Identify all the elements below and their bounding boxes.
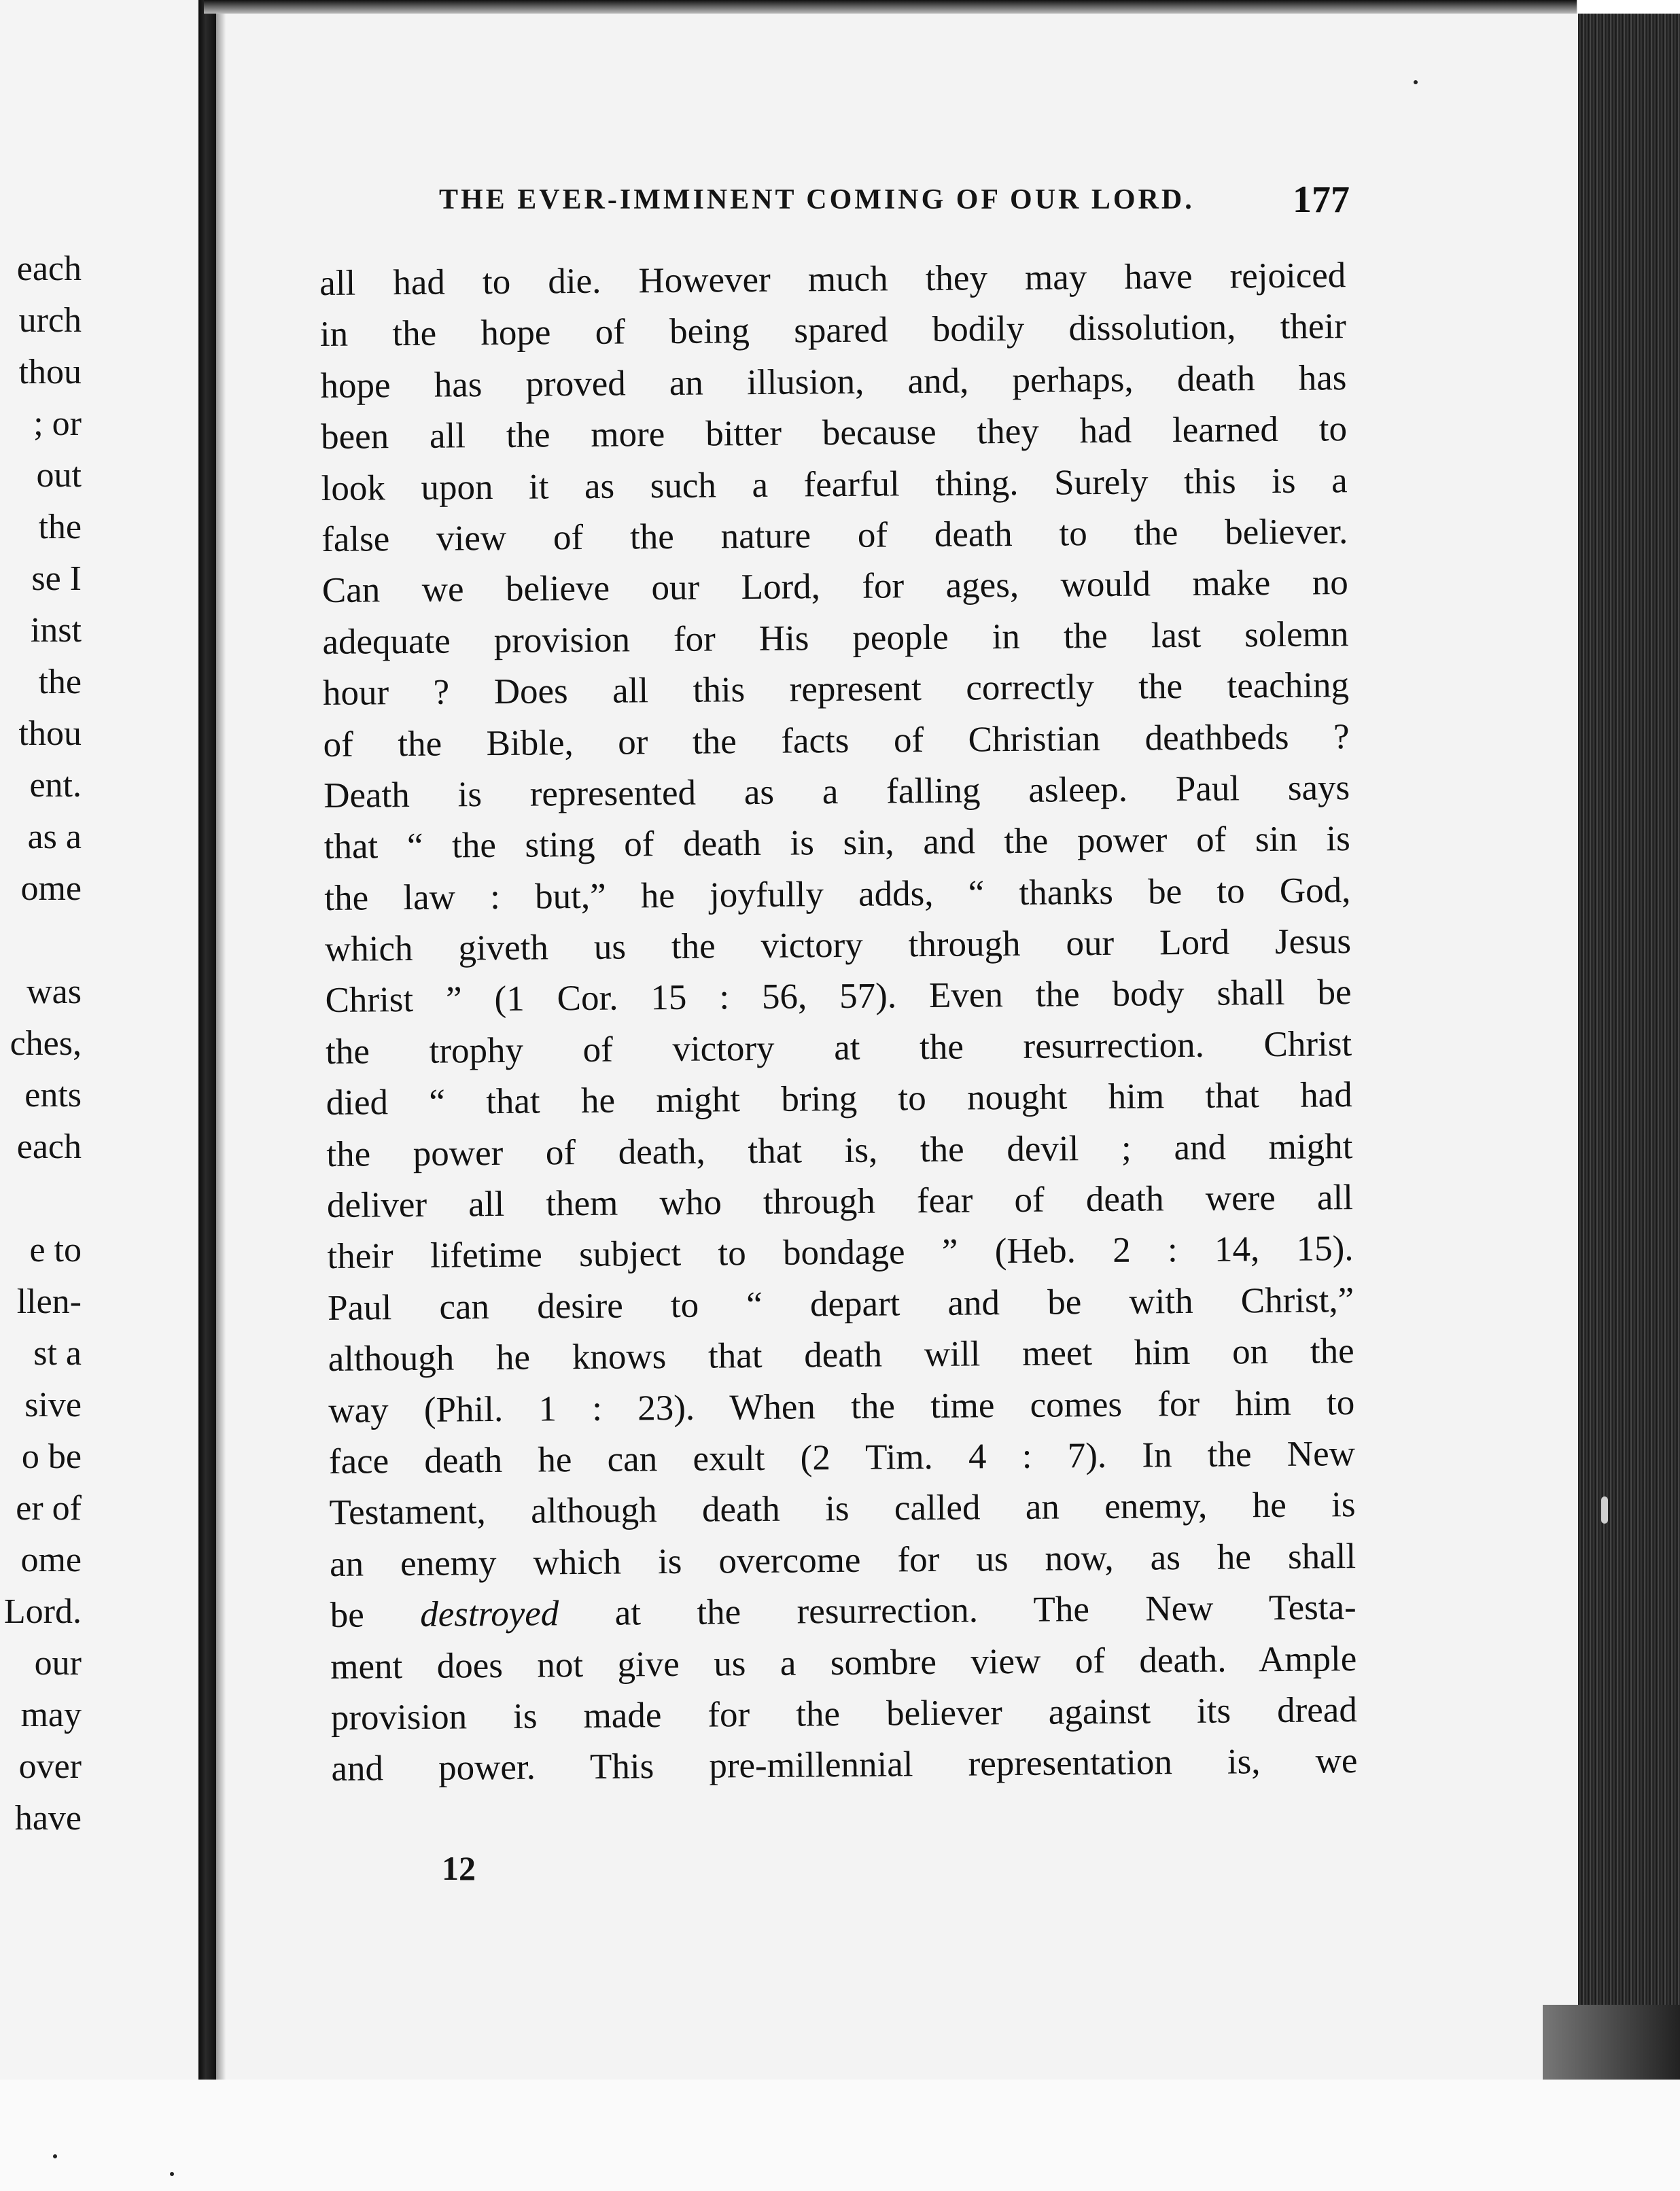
text-run: at the resurrection. The New Testa- (559, 1588, 1357, 1634)
text-line: died “ that he might bring to nought him that had (326, 1075, 1352, 1123)
previous-page-text (0, 243, 82, 1844)
fragment-line: the (38, 663, 82, 701)
page-top-edge (204, 0, 1577, 14)
text-line: and power. This pre-millennial representation is, we (331, 1741, 1358, 1789)
page-corner-shadow (1543, 2005, 1680, 2080)
body-text (319, 250, 1358, 1795)
fragment-line: ome (20, 869, 82, 908)
text-line: in the hope of being spared bodily dissolution, their (319, 306, 1347, 355)
scan-bottom-margin (0, 2080, 1680, 2191)
text-line: Testament, although death is called an enemy, he is (329, 1485, 1356, 1533)
fragment-line: each (16, 249, 82, 288)
fragment-line (0, 915, 82, 966)
scan-speck (170, 2172, 174, 2176)
fragment-line: st a (33, 1334, 82, 1373)
fragment-line: sive (24, 1386, 82, 1424)
running-header (439, 178, 1350, 219)
text-line: Can we believe our Lord, for ages, would make no (321, 563, 1349, 611)
text-line: way (Phil. 1 : 23). When the time comes for him to (328, 1382, 1355, 1431)
running-title: THE EVER-IMMINENT COMING OF OUR LORD. (439, 184, 1195, 215)
fragment-line: ent. (29, 766, 82, 805)
text-line: adequate provision for His people in the last solemn (322, 614, 1349, 662)
text-line: look upon it as such a fearful thing. Surely this is a (321, 460, 1348, 508)
fragment-line: may (20, 1696, 82, 1734)
text-line: face death he can exult (2 Tim. 4 : 7). In the New (328, 1434, 1356, 1482)
fragment-line: inst (30, 611, 82, 650)
fragment-line (0, 1173, 82, 1225)
fragment-line: our (34, 1644, 82, 1683)
fragment-line: was (27, 972, 82, 1011)
fragment-line: have (14, 1799, 82, 1838)
previous-page (0, 0, 198, 2191)
text-line: that “ the sting of death is sin, and the power of sin is (323, 819, 1350, 867)
fragment-line: e to (29, 1231, 82, 1269)
text-line: ment does not give us a sombre view of death. Ample (330, 1638, 1357, 1687)
page-number: 177 (1293, 179, 1350, 221)
fragment-line: as a (27, 818, 82, 856)
fragment-line: thou (18, 353, 82, 391)
text-line: deliver all them who through fear of death were all (326, 1178, 1354, 1225)
text-line: all had to die. However much they may have rejoiced (319, 256, 1346, 303)
fragment-line: llen- (16, 1282, 82, 1321)
fragment-line: ; or (33, 404, 82, 443)
scan-speck (1601, 1496, 1608, 1524)
text-line: false view of the nature of death to the believer. (321, 512, 1348, 559)
fragment-line: o be (21, 1437, 82, 1476)
text-line: hope has proved an illusion, and, perhaps, death has (320, 357, 1347, 406)
text-line: the power of death, that is, the devil ; and might (326, 1126, 1353, 1174)
text-line: the trophy of victory at the resurrection. Christ (325, 1023, 1352, 1072)
scan-speck (1414, 80, 1418, 84)
fragment-line: each (16, 1127, 82, 1166)
fragment-line: out (36, 456, 82, 495)
fragment-line: thou (18, 714, 82, 753)
text-line: been all the more bitter because they had learned to (320, 409, 1348, 457)
signature-mark: 12 (442, 1849, 476, 1887)
fragment-line: se I (31, 559, 82, 598)
text-line: although he knows that death will meet him on the (328, 1331, 1354, 1380)
fragment-line: ents (24, 1076, 82, 1115)
page-edge-stack (1578, 14, 1680, 2005)
book-gutter (198, 0, 216, 2191)
text-line: Christ ” (1 Cor. 15 : 56, 57). Even the body shall be (325, 972, 1352, 1021)
fragment-line: urch (18, 301, 82, 340)
text-line: Paul can desire to “ depart and be with Christ,” (327, 1280, 1354, 1328)
fragment-line: ches, (10, 1024, 82, 1063)
italic-word: destroyed (419, 1594, 559, 1635)
fragment-line: over (18, 1747, 82, 1786)
text-line: their lifetime subject to bondage ” (Heb. 2 : 14, 15). (327, 1229, 1354, 1277)
text-line: which giveth us the victory through our Lord Jesus (324, 922, 1352, 970)
fragment-line: er of (16, 1489, 82, 1528)
text-line: an enemy which is overcome for us now, as he shall (329, 1536, 1357, 1584)
text-run: be (330, 1595, 421, 1636)
scan-speck (53, 2154, 57, 2158)
text-line: hour ? Does all this represent correctly the teaching (322, 665, 1350, 714)
text-line-with-italic (330, 1582, 1357, 1641)
gutter-shadow (216, 0, 226, 2191)
text-line: the law : but,” he joyfully adds, “ thanks be to God, (324, 870, 1351, 918)
text-line: Death is represented as a falling asleep. Paul says (323, 768, 1350, 816)
fragment-line: Lord. (3, 1592, 82, 1631)
text-line: provision is made for the believer against its dread (330, 1690, 1358, 1738)
text-line: of the Bible, or the facts of Christian deathbeds ? (323, 716, 1350, 765)
fragment-line: the (38, 508, 82, 546)
fragment-line: ome (20, 1541, 82, 1579)
